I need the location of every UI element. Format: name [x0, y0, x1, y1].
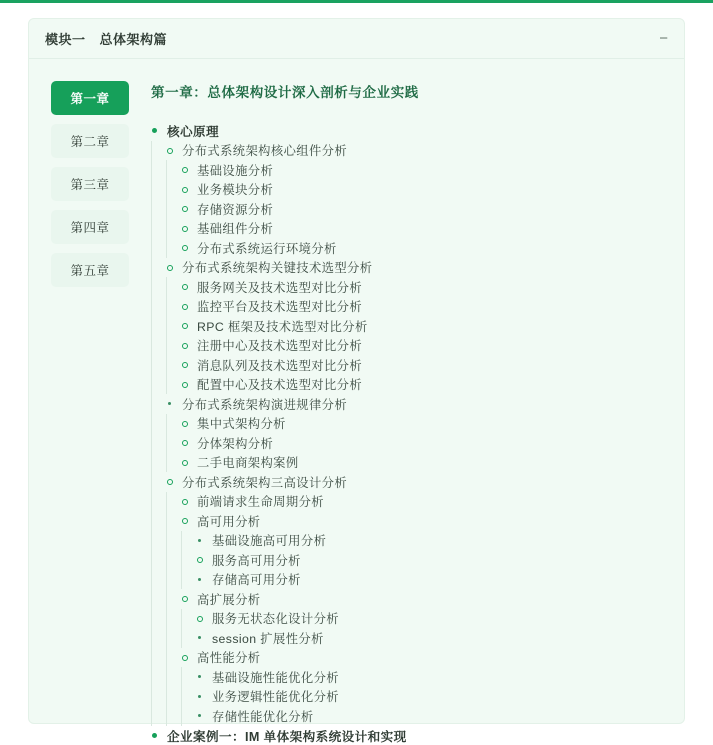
- outline-item[interactable]: [181, 336, 668, 356]
- module-card-header: [29, 19, 684, 59]
- outline-item-label: 监控平台及技术选型对比分析: [197, 297, 362, 315]
- outline-item-label: 高扩展分析: [197, 590, 261, 608]
- outline-node: [181, 160, 668, 180]
- outline-item-label: 分体架构分析: [197, 434, 273, 452]
- chapter-button-label: 第二章: [70, 132, 109, 150]
- outline-item[interactable]: [196, 687, 668, 707]
- outline-node: [181, 511, 668, 589]
- bullet-icon: [181, 653, 190, 662]
- outline-item-label: 核心原理: [167, 121, 219, 140]
- outline-subtree: [166, 492, 668, 726]
- bullet-icon: [181, 516, 190, 525]
- outline-node: [196, 609, 668, 629]
- outline-node: [196, 706, 668, 726]
- outline-node: [181, 414, 668, 434]
- chapter-button-2[interactable]: [51, 124, 129, 158]
- outline-item-label: session 扩展性分析: [212, 629, 324, 647]
- outline-item-label: 服务高可用分析: [212, 551, 301, 569]
- chapter-button-4[interactable]: [51, 210, 129, 244]
- outline-item-label: 基础设施高可用分析: [212, 531, 326, 549]
- bullet-icon: [166, 146, 175, 155]
- outline-node: [181, 180, 668, 200]
- bullet-icon: [181, 302, 190, 311]
- outline-node: [181, 336, 668, 356]
- outline-node: [196, 570, 668, 590]
- bullet-icon: [196, 555, 205, 564]
- outline-node: [181, 219, 668, 239]
- outline-node: [196, 687, 668, 707]
- page-title: 第一章：总体架构设计深入剖析与企业实践: [151, 81, 668, 101]
- outline-tree: [151, 121, 668, 745]
- outline-node: [181, 648, 668, 726]
- module-card-body: [29, 59, 684, 723]
- outline-item[interactable]: [196, 531, 668, 551]
- outline-item-label: 注册中心及技术选型对比分析: [197, 336, 362, 354]
- outline-item[interactable]: [196, 628, 668, 648]
- bullet-icon: [181, 458, 190, 467]
- bullet-icon: [181, 594, 190, 603]
- outline-subtree: [166, 277, 668, 394]
- bullet-icon: [181, 497, 190, 506]
- outline-item-label: 企业案例一：IM 单体架构系统设计和实现: [167, 726, 407, 745]
- bullet-icon: [196, 614, 205, 623]
- outline-item[interactable]: [181, 199, 668, 219]
- module-label: 模块一: [45, 29, 86, 48]
- bullet-icon: [196, 536, 205, 545]
- outline-subtree: [181, 667, 668, 726]
- bullet-icon: [151, 731, 160, 740]
- bullet-icon: [196, 711, 205, 720]
- outline-item-label: 分布式系统运行环境分析: [197, 239, 337, 257]
- outline-item[interactable]: [151, 121, 668, 141]
- outline-node: [181, 453, 668, 473]
- outline-item-label: 存储性能优化分析: [212, 707, 314, 725]
- outline-item[interactable]: [181, 355, 668, 375]
- outline-item-label: 高可用分析: [197, 512, 261, 530]
- outline-item[interactable]: [181, 511, 668, 531]
- chapter-button-label: 第五章: [70, 261, 109, 279]
- outline-node: [181, 355, 668, 375]
- bullet-icon: [181, 419, 190, 428]
- outline-node: [181, 589, 668, 648]
- outline-item-label: 分布式系统架构演进规律分析: [182, 395, 347, 413]
- outline-node: [151, 726, 668, 745]
- outline-item[interactable]: [196, 667, 668, 687]
- outline-item-label: 分布式系统架构关键技术选型分析: [182, 258, 372, 276]
- outline-node: [181, 199, 668, 219]
- outline-item-label: 集中式架构分析: [197, 414, 286, 432]
- outline-item-label: 配置中心及技术选型对比分析: [197, 375, 362, 393]
- outline-node: [166, 394, 668, 472]
- module-card: [28, 18, 685, 724]
- outline-item-label: 基础设施分析: [197, 161, 273, 179]
- outline-item[interactable]: [166, 472, 668, 492]
- outline-item-label: 基础组件分析: [197, 219, 273, 237]
- bullet-icon: [181, 341, 190, 350]
- bullet-icon: [196, 633, 205, 642]
- outline-item-label: 基础设施性能优化分析: [212, 668, 339, 686]
- outline-node: [181, 433, 668, 453]
- outline-node: [181, 492, 668, 512]
- outline-item[interactable]: [181, 492, 668, 512]
- bullet-icon: [196, 692, 205, 701]
- bullet-icon: [181, 204, 190, 213]
- bullet-icon: [181, 224, 190, 233]
- outline-node: [181, 316, 668, 336]
- bullet-icon: [181, 360, 190, 369]
- bullet-icon: [181, 321, 190, 330]
- outline-item[interactable]: [181, 219, 668, 239]
- outline-node: [196, 628, 668, 648]
- chapter-button-3[interactable]: [51, 167, 129, 201]
- outline-subtree: [181, 531, 668, 590]
- outline-item-label: 服务网关及技术选型对比分析: [197, 278, 362, 296]
- outline-item[interactable]: [181, 277, 668, 297]
- chapter-button-1[interactable]: [51, 81, 129, 115]
- bullet-icon: [196, 575, 205, 584]
- outline-subtree: [151, 141, 668, 726]
- outline-item[interactable]: [181, 160, 668, 180]
- outline-item[interactable]: [196, 550, 668, 570]
- outline-item[interactable]: [181, 238, 668, 258]
- collapse-icon[interactable]: −: [659, 31, 668, 46]
- outline-node: [151, 121, 668, 726]
- bullet-icon: [196, 672, 205, 681]
- bullet-icon: [166, 399, 175, 408]
- outline-item[interactable]: [181, 316, 668, 336]
- outline-item[interactable]: [181, 180, 668, 200]
- module-title: 总体架构篇: [100, 29, 168, 48]
- chapter-button-label: 第四章: [70, 218, 109, 236]
- outline-item[interactable]: [181, 589, 668, 609]
- outline-item[interactable]: [151, 726, 668, 745]
- outline-item-label: 存储资源分析: [197, 200, 273, 218]
- outline-node: [166, 141, 668, 258]
- bullet-icon: [181, 380, 190, 389]
- outline-item[interactable]: [181, 375, 668, 395]
- outline-item-label: 业务模块分析: [197, 180, 273, 198]
- chapter-content: [151, 59, 684, 723]
- outline-node: [196, 531, 668, 551]
- chapter-button-label: 第三章: [70, 175, 109, 193]
- outline-tree-container: [151, 121, 668, 745]
- bullet-icon: [166, 263, 175, 272]
- outline-node: [181, 375, 668, 395]
- outline-item-label: 高性能分析: [197, 648, 261, 666]
- outline-item-label: 存储高可用分析: [212, 570, 301, 588]
- outline-item-label: 分布式系统架构核心组件分析: [182, 141, 347, 159]
- outline-subtree: [166, 160, 668, 258]
- outline-item[interactable]: [166, 258, 668, 278]
- outline-item-label: 消息队列及技术选型对比分析: [197, 356, 362, 374]
- bullet-icon: [151, 126, 160, 135]
- chapter-list: [29, 59, 151, 723]
- outline-item[interactable]: [181, 297, 668, 317]
- outline-node: [166, 258, 668, 395]
- outline-item-label: RPC 框架及技术选型对比分析: [197, 317, 368, 335]
- chapter-button-label: 第一章: [70, 89, 109, 107]
- bullet-icon: [181, 438, 190, 447]
- outline-node: [181, 277, 668, 297]
- outline-item[interactable]: [166, 141, 668, 161]
- outline-item-label: 业务逻辑性能优化分析: [212, 687, 339, 705]
- bullet-icon: [181, 165, 190, 174]
- outline-node: [196, 667, 668, 687]
- outline-node: [181, 238, 668, 258]
- outline-subtree: [181, 609, 668, 648]
- bullet-icon: [166, 477, 175, 486]
- outline-item[interactable]: [181, 453, 668, 473]
- bullet-icon: [181, 282, 190, 291]
- outline-node: [166, 472, 668, 726]
- outline-item[interactable]: [181, 414, 668, 434]
- outline-item-label: 前端请求生命周期分析: [197, 492, 324, 510]
- bullet-icon: [181, 185, 190, 194]
- outline-subtree: [166, 414, 668, 473]
- outline-item-label: 分布式系统架构三高设计分析: [182, 473, 347, 491]
- bullet-icon: [181, 243, 190, 252]
- outline-item[interactable]: [196, 570, 668, 590]
- outline-item[interactable]: [166, 394, 668, 414]
- outline-item[interactable]: [196, 609, 668, 629]
- outline-item[interactable]: [181, 433, 668, 453]
- outline-item[interactable]: [196, 706, 668, 726]
- outline-node: [181, 297, 668, 317]
- top-accent-bar: [0, 0, 713, 3]
- chapter-button-5[interactable]: [51, 253, 129, 287]
- outline-item[interactable]: [181, 648, 668, 668]
- outline-item-label: 服务无状态化设计分析: [212, 609, 339, 627]
- outline-node: [196, 550, 668, 570]
- outline-item-label: 二手电商架构案例: [197, 453, 299, 471]
